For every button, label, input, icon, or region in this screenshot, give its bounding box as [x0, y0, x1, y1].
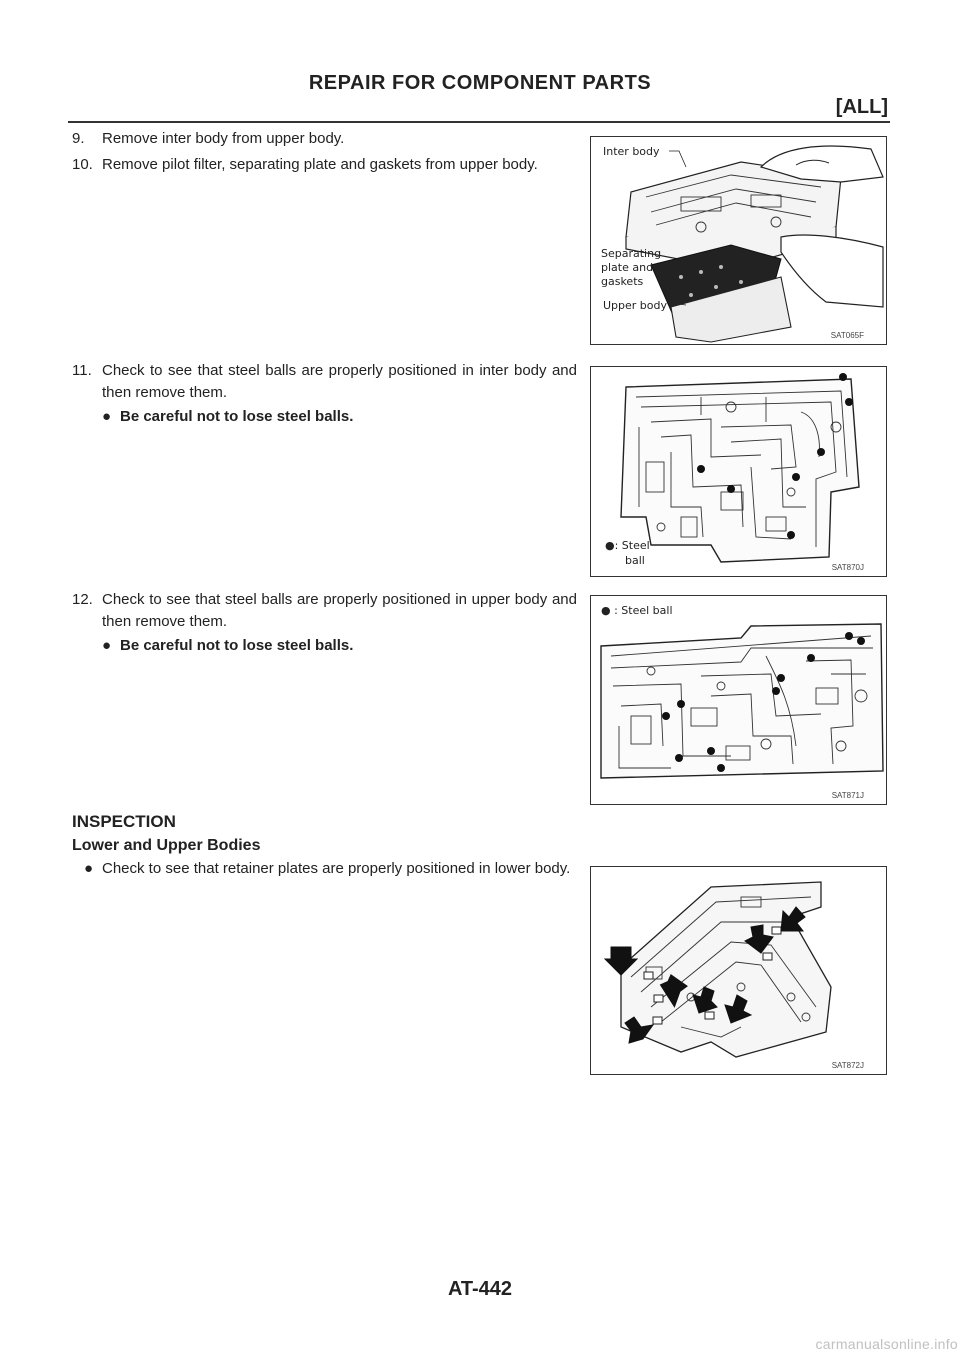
figure-separating-inter-body — [590, 136, 887, 345]
watermark: carmanualsonline.info — [815, 1336, 958, 1352]
bullet-icon: ● — [102, 637, 112, 654]
caution-text: Be careful not to lose steel balls. — [120, 408, 354, 425]
figure-code: SAT871J — [831, 791, 864, 800]
illustration-upper-body-plan — [591, 596, 886, 804]
figure-retainer-plates — [590, 866, 887, 1075]
legend-steel-ball-line2: ball — [625, 554, 645, 567]
step-number: 9. — [72, 130, 85, 147]
legend-steel-ball: ● : Steel ball — [601, 604, 673, 617]
bullet-icon: ● — [102, 408, 112, 425]
figure-code: SAT872J — [831, 1061, 864, 1070]
step-9 — [72, 128, 577, 150]
page-number: AT-442 — [447, 1278, 513, 1300]
inspection-bullet-text: Check to see that retainer plates are properly positioned in lower body. — [102, 860, 571, 877]
step-text: Remove inter body from upper body. — [102, 130, 345, 147]
caution-steel-balls-upper — [102, 635, 577, 657]
header-divider — [68, 121, 890, 123]
bullet-icon: ● — [84, 860, 94, 877]
section-heading-inspection: INSPECTION — [72, 812, 176, 831]
legend-steel-ball-line1: ●: Steel — [605, 539, 650, 552]
inspection-bullet — [84, 858, 577, 880]
figure-upper-body-steel-balls — [590, 595, 887, 805]
label-separating-2: plate and — [601, 261, 654, 274]
label-inter-body: Inter body — [603, 145, 660, 158]
step-12 — [72, 589, 577, 633]
illustration-inter-body — [591, 137, 886, 344]
subheading-lower-upper-bodies: Lower and Upper Bodies — [72, 837, 261, 854]
figure-code: SAT065F — [830, 331, 864, 340]
step-number: 11. — [72, 362, 92, 379]
step-number: 10. — [72, 156, 93, 173]
caution-steel-balls-inter — [102, 406, 577, 428]
figure-inter-body-steel-balls — [590, 366, 887, 577]
step-number: 12. — [72, 591, 93, 608]
label-upper-body: Upper body — [603, 299, 668, 312]
label-separating-1: Separating — [601, 247, 662, 260]
step-text: Remove pilot filter, separating plate and gaskets from upper body. — [102, 156, 538, 173]
illustration-lower-body-retainer-plates — [591, 867, 886, 1074]
label-separating-3: gaskets — [601, 275, 644, 288]
step-text: Check to see that steel balls are properly positioned in upper body and then remove them. — [102, 591, 577, 630]
page-header-title: REPAIR FOR COMPONENT PARTS — [308, 72, 652, 94]
step-text: Check to see that steel balls are properly positioned in inter body and then remove them. — [102, 362, 577, 401]
step-10 — [72, 154, 577, 176]
illustration-inter-body-plan — [591, 367, 886, 576]
figure-code: SAT870J — [831, 563, 864, 572]
page-header-section: [ALL] — [835, 96, 888, 118]
caution-text: Be careful not to lose steel balls. — [120, 637, 354, 654]
step-11 — [72, 360, 577, 404]
